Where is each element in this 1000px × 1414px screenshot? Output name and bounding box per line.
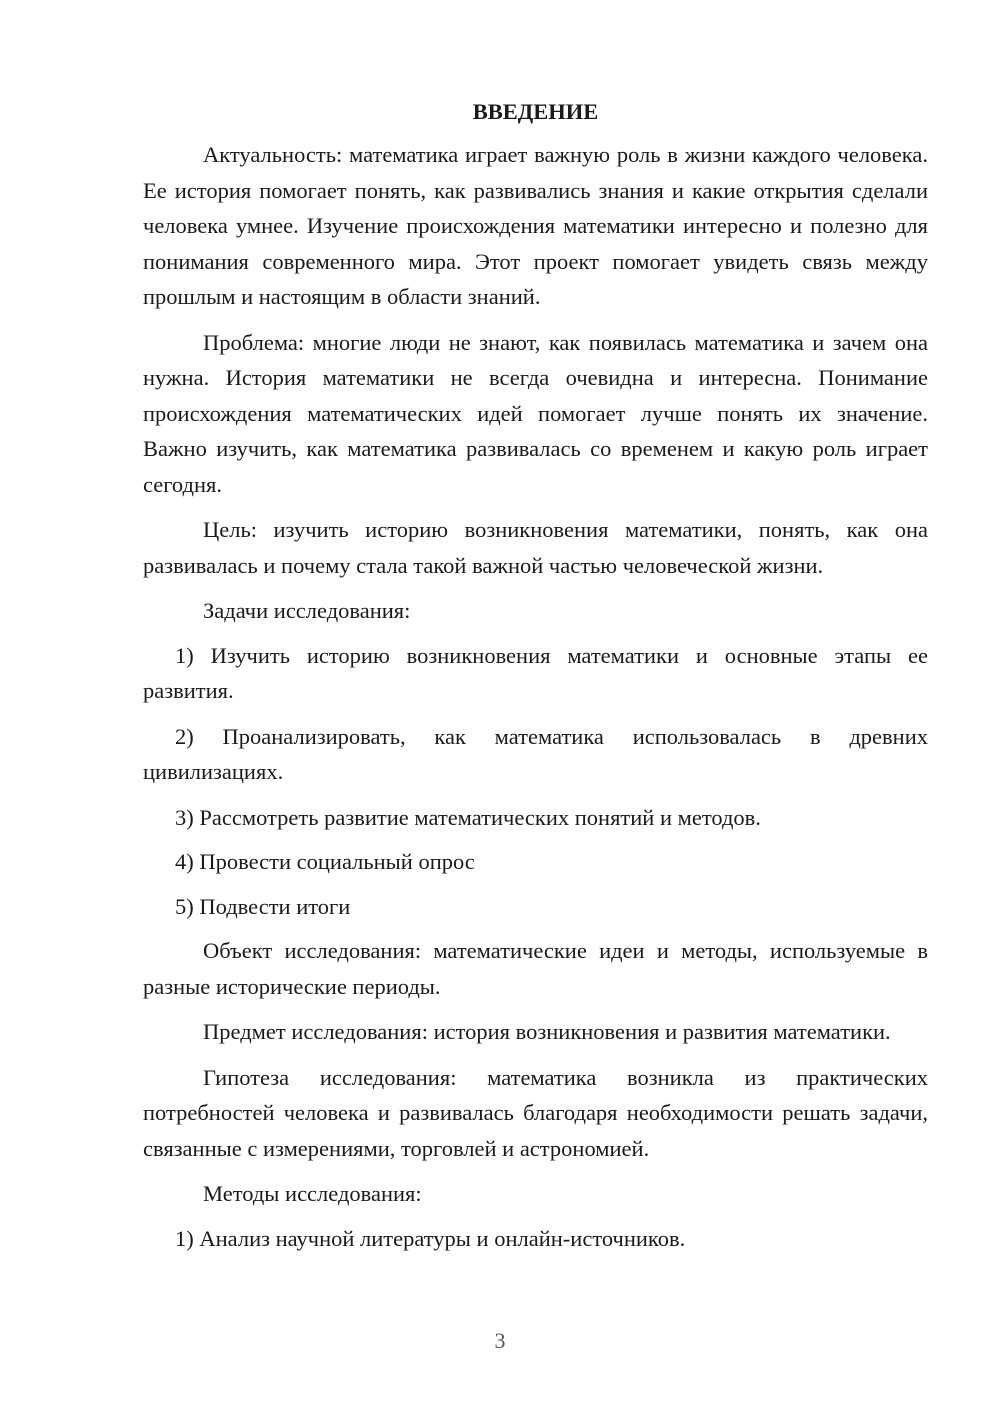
document-page (143, 94, 928, 1265)
tasks-heading: Задачи исследования: (203, 598, 411, 623)
paragraph-problem: Проблема: многие люди не знают, как появилась математика и зачем она нужна. История математики не всегда очевидна и интересна. Понимание происхождения математических идей помогает лучше понять их значение. Важно изучить, как математика развивалась со временем и какую роль играет сегодня. (143, 329, 928, 497)
methods-heading: Методы исследования: (203, 1181, 422, 1206)
task-item-4: 4) Провести социальный опрос (175, 849, 475, 874)
paragraph-object: Объект исследования: математические идеи и методы, используемые в разные исторические периоды. (143, 938, 928, 999)
method-item-1: 1) Анализ научной литературы и онлайн-источников. (175, 1225, 686, 1251)
page-number: 3 (494, 1328, 506, 1353)
task-item-3: 3) Рассмотреть развитие математических понятий и методов. (175, 804, 761, 830)
task-item-2: 2) Проанализировать, как математика использовалась в древних цивилизациях. (143, 723, 928, 784)
paragraph-subject: Предмет исследования: история возникновения и развития математики. (203, 1019, 891, 1044)
paragraph-relevance: Актуальность: математика играет важную роль в жизни каждого человека. Ее история помогает понять, как развивались знания и какие открытия сделали человека умнее. Изучение происхождения математики интересно и полезно для понимания современного мира. Этот проект помогает увидеть связь между прошлым и настоящим в области знаний. (143, 142, 928, 309)
section-title: ВВЕДЕНИЕ (472, 99, 599, 124)
paragraph-hypothesis: Гипотеза исследования: математика возникла из практических потребностей человека и развивалась благодаря необходимости решать задачи, связанные с измерениями, торговлей и астрономией. (143, 1064, 928, 1161)
task-item-1: 1) Изучить историю возникновения математики и основные этапы ее развития. (143, 642, 928, 703)
task-item-5: 5) Подвести итоги (175, 893, 351, 919)
paragraph-goal: Цель: изучить историю возникновения математики, понять, как она развивалась и почему стала такой важной частью человеческой жизни. (143, 517, 928, 578)
